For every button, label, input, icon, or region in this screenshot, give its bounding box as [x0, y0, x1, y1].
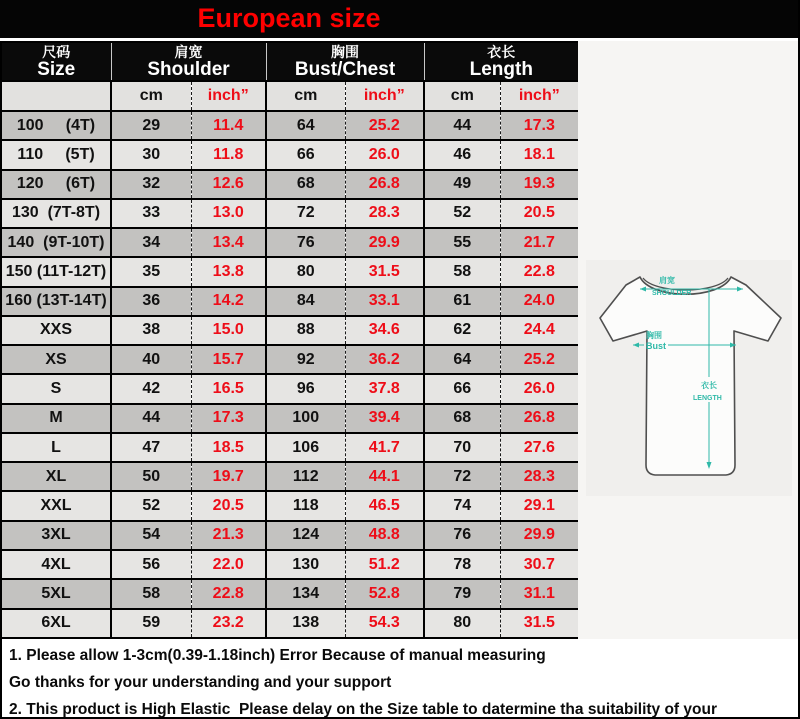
length-cm-cell: 74	[424, 491, 500, 520]
length-cm-cell: 49	[424, 170, 500, 199]
shoulder-cm-cell: 50	[111, 462, 191, 491]
bust-inch-cell: 25.2	[345, 111, 424, 140]
bust-inch-cell: 44.1	[345, 462, 424, 491]
shoulder-cm-cell: 29	[111, 111, 191, 140]
table-row	[1, 345, 579, 374]
shoulder-cm-cell: 56	[111, 550, 191, 579]
size-table	[0, 41, 580, 639]
length-cm-cell: 55	[424, 228, 500, 257]
bust-inch-cell: 29.9	[345, 228, 424, 257]
bust-inch-cell: 26.8	[345, 170, 424, 199]
bust-cm-cell: 92	[266, 345, 345, 374]
bust-inch-cell: 31.5	[345, 257, 424, 286]
table-row	[1, 199, 579, 228]
length-cm-cell: 80	[424, 609, 500, 638]
bust-inch-cell: 51.2	[345, 550, 424, 579]
length-inch-cell: 24.0	[500, 287, 579, 316]
size-cell: S	[1, 374, 111, 403]
length-cm-cell: 44	[424, 111, 500, 140]
size-cell: 4XL	[1, 550, 111, 579]
shoulder-inch-cell: 13.0	[191, 199, 266, 228]
length-inch-cell: 25.2	[500, 345, 579, 374]
footnote-line-1: 1. Please allow 1-3cm(0.39-1.18inch) Error Because of manual measuring	[9, 647, 546, 664]
unit-empty-cell	[1, 81, 111, 111]
table-row	[1, 374, 579, 403]
shoulder-cm-cell: 52	[111, 491, 191, 520]
length-inch-cell: 27.6	[500, 433, 579, 462]
size-cell: 6XL	[1, 609, 111, 638]
bust-cm-cell: 76	[266, 228, 345, 257]
length-label-en: LENGTH	[693, 395, 722, 402]
size-cell: 100 (4T)	[1, 111, 111, 140]
bust-inch-cell: 54.3	[345, 609, 424, 638]
table-row	[1, 579, 579, 608]
footnote-line-2: Go thanks for your understanding and your support	[9, 674, 392, 691]
size-cell: 110 (5T)	[1, 140, 111, 169]
footnote-line-3: 2. This product is High Elastic Please delay on the Size table to datermine tha suitability of your	[9, 701, 717, 718]
length-inch-cell: 24.4	[500, 316, 579, 345]
header-bust	[266, 42, 424, 81]
table-row	[1, 140, 579, 169]
bust-cm-cell: 100	[266, 404, 345, 433]
shoulder-inch-cell: 20.5	[191, 491, 266, 520]
size-cell: L	[1, 433, 111, 462]
header-size-en: Size	[37, 58, 76, 80]
bust-cm-cell: 68	[266, 170, 345, 199]
size-cell: XXS	[1, 316, 111, 345]
bust-inch-cell: 41.7	[345, 433, 424, 462]
size-cell: 130 (7T-8T)	[1, 199, 111, 228]
unit-cm-bust: cm	[266, 81, 345, 111]
shoulder-cm-cell: 47	[111, 433, 191, 462]
table-row	[1, 228, 579, 257]
length-inch-cell: 26.8	[500, 404, 579, 433]
header-size	[1, 42, 111, 81]
length-inch-cell: 29.9	[500, 521, 579, 550]
header-size-cn: 尺码	[42, 43, 71, 60]
table-row	[1, 433, 579, 462]
table-row	[1, 491, 579, 520]
bust-inch-cell: 26.0	[345, 140, 424, 169]
shoulder-inch-cell: 12.6	[191, 170, 266, 199]
length-cm-cell: 62	[424, 316, 500, 345]
length-inch-cell: 31.1	[500, 579, 579, 608]
shoulder-inch-cell: 15.7	[191, 345, 266, 374]
length-inch-cell: 31.5	[500, 609, 579, 638]
bust-cm-cell: 84	[266, 287, 345, 316]
unit-inch-length: inch”	[500, 81, 579, 111]
shoulder-cm-cell: 34	[111, 228, 191, 257]
bust-inch-cell: 34.6	[345, 316, 424, 345]
shoulder-cm-cell: 30	[111, 140, 191, 169]
bust-cm-cell: 72	[266, 199, 345, 228]
length-cm-cell: 79	[424, 579, 500, 608]
shoulder-inch-cell: 15.0	[191, 316, 266, 345]
bust-cm-cell: 124	[266, 521, 345, 550]
shoulder-label-cn: 肩宽	[659, 276, 675, 285]
table-header-row	[1, 42, 579, 81]
bust-cm-cell: 80	[266, 257, 345, 286]
shoulder-cm-cell: 40	[111, 345, 191, 374]
header-length-cn: 衣长	[487, 43, 516, 60]
shoulder-cm-cell: 44	[111, 404, 191, 433]
size-cell: XS	[1, 345, 111, 374]
table-row	[1, 287, 579, 316]
table-row	[1, 316, 579, 345]
table-row	[1, 609, 579, 638]
bust-inch-cell: 46.5	[345, 491, 424, 520]
length-cm-cell: 66	[424, 374, 500, 403]
bust-inch-cell: 48.8	[345, 521, 424, 550]
length-inch-cell: 21.7	[500, 228, 579, 257]
header-shoulder-cn: 肩宽	[174, 43, 203, 60]
shoulder-cm-cell: 42	[111, 374, 191, 403]
table-row	[1, 521, 579, 550]
size-cell: M	[1, 404, 111, 433]
bust-cm-cell: 118	[266, 491, 345, 520]
length-cm-cell: 64	[424, 345, 500, 374]
bust-cm-cell: 64	[266, 111, 345, 140]
bust-cm-cell: 66	[266, 140, 345, 169]
length-cm-cell: 72	[424, 462, 500, 491]
length-inch-cell: 28.3	[500, 462, 579, 491]
length-inch-cell: 29.1	[500, 491, 579, 520]
bust-inch-cell: 52.8	[345, 579, 424, 608]
length-cm-cell: 61	[424, 287, 500, 316]
footnotes	[0, 639, 800, 719]
length-inch-cell: 20.5	[500, 199, 579, 228]
header-bust-en: Bust/Chest	[294, 58, 396, 80]
size-table-body	[1, 111, 579, 638]
title-banner	[0, 0, 800, 38]
header-length-en: Length	[469, 58, 533, 80]
shoulder-inch-cell: 13.4	[191, 228, 266, 257]
size-cell: 150 (11T-12T)	[1, 257, 111, 286]
shoulder-inch-cell: 13.8	[191, 257, 266, 286]
size-cell: 5XL	[1, 579, 111, 608]
unit-header-row	[1, 81, 579, 111]
bust-inch-cell: 37.8	[345, 374, 424, 403]
length-cm-cell: 76	[424, 521, 500, 550]
shoulder-inch-cell: 18.5	[191, 433, 266, 462]
shoulder-inch-cell: 22.0	[191, 550, 266, 579]
bust-inch-cell: 28.3	[345, 199, 424, 228]
length-inch-cell: 26.0	[500, 374, 579, 403]
bust-cm-cell: 138	[266, 609, 345, 638]
header-shoulder	[111, 42, 266, 81]
shoulder-inch-cell: 23.2	[191, 609, 266, 638]
length-cm-cell: 46	[424, 140, 500, 169]
length-label-cn: 衣长	[701, 381, 717, 390]
page-title: European size	[197, 3, 381, 33]
table-row	[1, 462, 579, 491]
shoulder-inch-cell: 22.8	[191, 579, 266, 608]
length-inch-cell: 30.7	[500, 550, 579, 579]
length-inch-cell: 22.8	[500, 257, 579, 286]
bust-cm-cell: 112	[266, 462, 345, 491]
shoulder-cm-cell: 33	[111, 199, 191, 228]
length-cm-cell: 68	[424, 404, 500, 433]
header-bust-cn: 胸围	[331, 43, 359, 60]
shoulder-inch-cell: 11.4	[191, 111, 266, 140]
bust-cm-cell: 130	[266, 550, 345, 579]
shoulder-label-en: SHOULDER	[652, 290, 692, 297]
table-row	[1, 257, 579, 286]
size-cell: 120 (6T)	[1, 170, 111, 199]
table-row	[1, 170, 579, 199]
shoulder-cm-cell: 36	[111, 287, 191, 316]
shoulder-inch-cell: 16.5	[191, 374, 266, 403]
table-row	[1, 111, 579, 140]
bust-label-cn: 胸围	[646, 331, 662, 340]
length-inch-cell: 18.1	[500, 140, 579, 169]
shoulder-inch-cell: 17.3	[191, 404, 266, 433]
size-cell: 140 (9T-10T)	[1, 228, 111, 257]
unit-cm-shoulder: cm	[111, 81, 191, 111]
bust-label-en: Bust	[646, 341, 666, 351]
length-cm-cell: 78	[424, 550, 500, 579]
shoulder-cm-cell: 54	[111, 521, 191, 550]
unit-inch-shoulder: inch”	[191, 81, 266, 111]
size-cell: 3XL	[1, 521, 111, 550]
size-cell: XL	[1, 462, 111, 491]
bust-cm-cell: 88	[266, 316, 345, 345]
size-cell: 160 (13T-14T)	[1, 287, 111, 316]
shoulder-inch-cell: 19.7	[191, 462, 266, 491]
tshirt-diagram	[583, 230, 798, 525]
unit-inch-bust: inch”	[345, 81, 424, 111]
unit-cm-length: cm	[424, 81, 500, 111]
bust-cm-cell: 106	[266, 433, 345, 462]
table-row	[1, 404, 579, 433]
bust-inch-cell: 36.2	[345, 345, 424, 374]
length-cm-cell: 52	[424, 199, 500, 228]
size-cell: XXL	[1, 491, 111, 520]
diagram-panel	[578, 41, 798, 639]
bust-inch-cell: 33.1	[345, 287, 424, 316]
header-shoulder-en: Shoulder	[147, 58, 230, 80]
bust-cm-cell: 96	[266, 374, 345, 403]
shoulder-inch-cell: 14.2	[191, 287, 266, 316]
shoulder-inch-cell: 11.8	[191, 140, 266, 169]
shoulder-inch-cell: 21.3	[191, 521, 266, 550]
shoulder-cm-cell: 59	[111, 609, 191, 638]
table-row	[1, 550, 579, 579]
length-cm-cell: 70	[424, 433, 500, 462]
length-inch-cell: 19.3	[500, 170, 579, 199]
shoulder-cm-cell: 35	[111, 257, 191, 286]
bust-cm-cell: 134	[266, 579, 345, 608]
shoulder-cm-cell: 58	[111, 579, 191, 608]
bust-inch-cell: 39.4	[345, 404, 424, 433]
header-length	[424, 42, 579, 81]
shoulder-cm-cell: 38	[111, 316, 191, 345]
length-cm-cell: 58	[424, 257, 500, 286]
length-inch-cell: 17.3	[500, 111, 579, 140]
shoulder-cm-cell: 32	[111, 170, 191, 199]
